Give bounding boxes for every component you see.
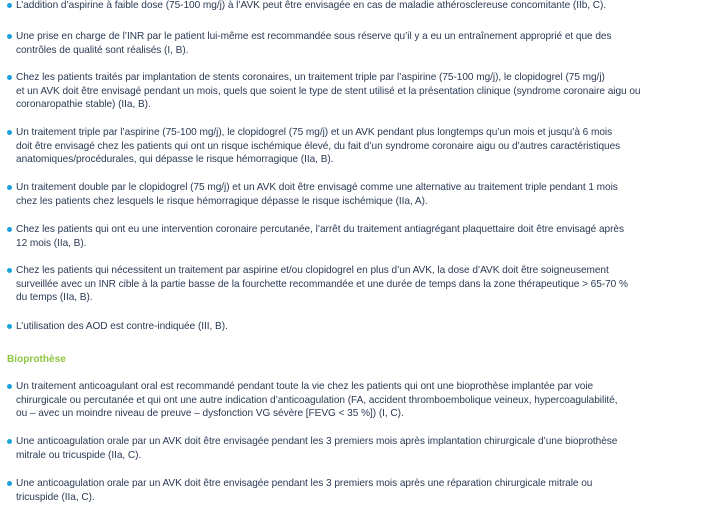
- recommendation-item-6: [7, 223, 708, 250]
- section-heading: Bioprothèse: [7, 354, 66, 365]
- bioprothese-item-3: [7, 477, 708, 504]
- recommendation-item-4: [7, 126, 708, 167]
- bullet-icon: [7, 3, 12, 8]
- recommendation-text: Chez les patients traités par implantation de stents coronaires, un traitement triple par l’aspirine (75-100 mg/j), le clopidogrel (75 mg/j) et un AVK doit être envisagé pendant un mois, quels que soient le type de stent utilisé et la présentation clinique (syndrome coronaire aigu ou coronaropathie stable) (IIa, B).: [16, 72, 641, 111]
- recommendation-item-5: [7, 181, 708, 208]
- bullet-icon: [7, 34, 12, 39]
- bullet-icon: [7, 481, 12, 486]
- recommendation-item-7: [7, 264, 708, 305]
- bioprothese-item-1: [7, 380, 708, 421]
- recommendation-text: Une anticoagulation orale par un AVK doit être envisagée pendant les 3 premiers mois après implantation chirurgicale d’une bioprothèse mitrale ou tricuspide (IIa, C).: [16, 436, 618, 461]
- bullet-icon: [7, 384, 12, 389]
- recommendation-text: L’addition d’aspirine à faible dose (75-100 mg/j) à l’AVK peut être envisagée en cas de maladie athérosclereuse concomitante (IIb, C).: [16, 0, 607, 11]
- bullet-icon: [7, 324, 12, 329]
- bullet-icon: [7, 185, 12, 190]
- bullet-icon: [7, 268, 12, 273]
- recommendation-item-8: [7, 320, 708, 334]
- bullet-icon: [7, 439, 12, 444]
- recommendation-item-3: [7, 71, 708, 112]
- bullet-icon: [7, 227, 12, 232]
- recommendation-text: Un traitement double par le clopidogrel (75 mg/j) et un AVK doit être envisagé comme une alternative au traitement triple pendant 1 mois chez les patients chez lesquels le risque hémorragique dépasse le risque ischémique (IIa, A).: [16, 182, 618, 207]
- bullet-icon: [7, 130, 12, 135]
- recommendation-text: Un traitement triple par l’aspirine (75-100 mg/j), le clopidogrel (75 mg/j) et un AVK pendant plus longtemps qu’un mois et jusqu’à 6 mois doit être envisagé chez les patients qui ont un risque ischémique élevé, du fait d’un syndrome coronaire aigu ou d’autres caractéristiques anatomiques/procédurales, qui dépasse le risque hémorragique (IIa, B).: [16, 127, 621, 166]
- recommendation-text: L’utilisation des AOD est contre-indiquée (III, B).: [16, 321, 228, 332]
- recommendation-item-2: [7, 30, 708, 57]
- recommendation-text: Chez les patients qui ont eu une intervention coronaire percutanée, l’arrêt du traitement antiagrégant plaquettaire doit être envisagé après 12 mois (IIa, B).: [16, 224, 624, 249]
- bioprothese-item-2: [7, 435, 708, 462]
- bullet-icon: [7, 75, 12, 80]
- recommendation-text: Une anticoagulation orale par un AVK doit être envisagée pendant les 3 premiers mois après une réparation chirurgicale mitrale ou tricuspide (IIa, C).: [16, 478, 593, 503]
- recommendation-text: Un traitement anticoagulant oral est recommandé pendant toute la vie chez les patients qui ont une bioprothèse implantée par voie chirurgicale ou percutanée et qui ont une autre indication d’anticoagulation (FA, accident thromboembolique veineux, hypercoagulabilité, ou – avec un moindre niveau de preuve – dysfonction VG sévère [FEVG < 35 %]) (I, C).: [16, 381, 618, 420]
- recommendation-item-1: [7, 0, 708, 13]
- recommendation-text: Chez les patients qui nécessitent un traitement par aspirine et/ou clopidogrel en plus d’un AVK, la dose d’AVK doit être soigneusement surveillée avec un INR cible à la partie basse de la fourchette recommandée et une durée de temps dans la zone thérapeutique > 65-70 % du temps (IIa, B).: [16, 265, 628, 304]
- recommendation-text: Une prise en charge de l’INR par le patient lui-même est recommandée sous réserve qu’il y a eu un entraînement approprié et que des contrôles de qualité sont réalisés (I, B).: [16, 31, 612, 56]
